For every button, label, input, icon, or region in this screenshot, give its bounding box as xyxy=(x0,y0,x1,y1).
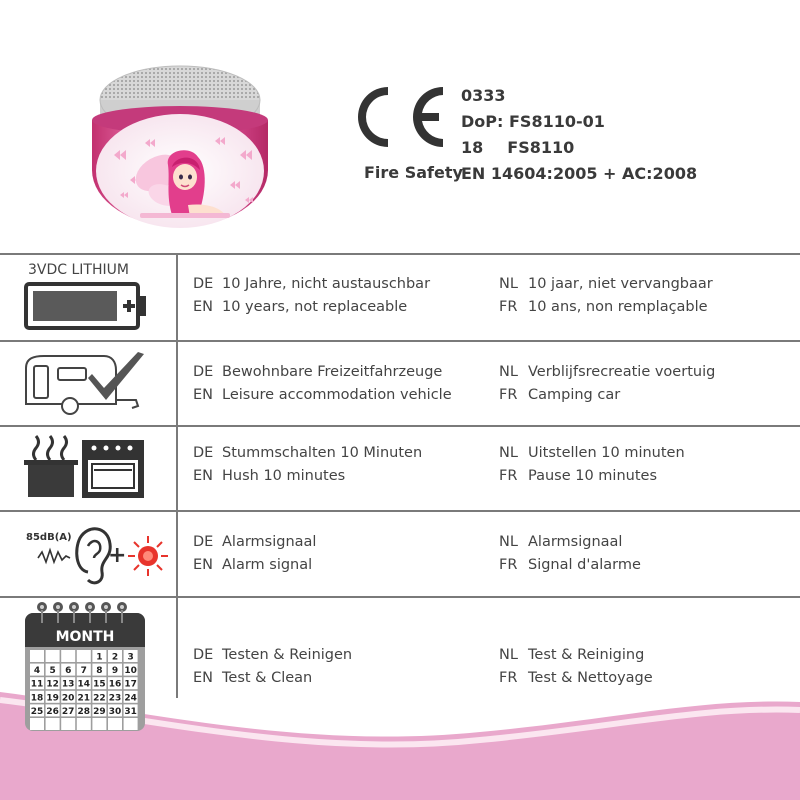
lang-code: FR xyxy=(499,468,518,484)
lang-code: NL xyxy=(499,647,518,663)
lang-code: FR xyxy=(499,670,518,686)
calendar-day: 31 xyxy=(124,706,137,717)
divider xyxy=(0,340,800,342)
calendar-day: 23 xyxy=(108,693,122,704)
calendar-day: 28 xyxy=(77,706,91,717)
calendar-day: 20 xyxy=(61,693,75,704)
calendar-day: 12 xyxy=(46,679,59,690)
battery-icon xyxy=(24,282,148,330)
row-hush-fr xyxy=(499,468,657,484)
test-text-fr: Test & Nettoyage xyxy=(528,670,653,686)
lang-code: NL xyxy=(499,276,518,292)
calendar-day: 24 xyxy=(124,693,137,704)
calendar-cell xyxy=(46,718,60,730)
calendar-day: 6 xyxy=(65,666,72,677)
vehicle-text-en: Leisure accommodation vehicle xyxy=(222,387,452,403)
lang-code: DE xyxy=(193,534,214,550)
calendar-cell xyxy=(61,650,75,662)
alarm-text-nl: Alarmsignaal xyxy=(528,534,623,550)
calendar-day: 17 xyxy=(124,679,137,690)
hush-text-nl: Uitstellen 10 minuten xyxy=(528,445,685,461)
dop-value: FS8110-01 xyxy=(508,112,605,131)
row-test-nl xyxy=(499,647,644,663)
smoke-detector-image xyxy=(80,55,280,240)
calendar-day: 11 xyxy=(30,679,44,690)
row-vehicle-en xyxy=(193,387,452,403)
lang-code: NL xyxy=(499,534,518,550)
row-vehicle-de xyxy=(193,364,442,380)
vehicle-text-de: Bewohnbare Freizeitfahrzeuge xyxy=(222,364,443,380)
calendar-cell xyxy=(124,718,138,730)
calendar-month-label: MONTH xyxy=(55,629,115,645)
cooking-icon xyxy=(22,432,148,500)
caravan-check-icon xyxy=(20,348,150,420)
calendar-cell xyxy=(92,718,106,730)
calendar-day: 19 xyxy=(46,693,59,704)
divider xyxy=(0,510,800,512)
row-test-en xyxy=(193,670,312,686)
lang-code: FR xyxy=(499,387,518,403)
calendar-icon xyxy=(24,601,146,733)
divider xyxy=(0,596,800,598)
standard-line: EN 14604:2005 + AC:2008 xyxy=(461,164,698,183)
calendar-day: 25 xyxy=(30,706,44,717)
dop-label: DoP: xyxy=(461,112,504,131)
test-text-de: Testen & Reinigen xyxy=(222,647,353,663)
lang-code: EN xyxy=(193,299,214,315)
hush-text-fr: Pause 10 minutes xyxy=(528,468,658,484)
battery-label: 3VDC LITHIUM xyxy=(28,262,129,278)
lang-code: EN xyxy=(193,557,214,573)
vehicle-text-fr: Camping car xyxy=(528,387,621,403)
dop-line xyxy=(461,112,605,131)
calendar-cell xyxy=(30,718,44,730)
calendar-day: 9 xyxy=(111,666,119,677)
battery-text-de: 10 Jahre, nicht austauschbar xyxy=(222,276,431,292)
calendar-day: 27 xyxy=(61,706,75,717)
calendar-cell xyxy=(61,718,75,730)
lang-code: NL xyxy=(499,445,518,461)
divider xyxy=(0,253,800,255)
calendar-day: 13 xyxy=(61,679,75,690)
row-vehicle-fr xyxy=(499,387,620,403)
svg-text:+: + xyxy=(108,543,127,568)
row-hush-en xyxy=(193,468,345,484)
lang-code: DE xyxy=(193,364,214,380)
calendar-cell xyxy=(77,650,91,662)
calendar-day: 26 xyxy=(46,706,59,717)
calendar-day: 21 xyxy=(77,693,91,704)
brand-name: Fire Safety xyxy=(364,163,463,182)
row-battery-de xyxy=(193,276,430,292)
calendar-day: 3 xyxy=(127,652,134,663)
vehicle-text-nl: Verblijfsrecreatie voertuig xyxy=(528,364,716,380)
lang-code: DE xyxy=(193,276,214,292)
row-hush-nl xyxy=(499,445,685,461)
year-value: 18 xyxy=(461,138,484,157)
row-test-fr xyxy=(499,670,653,686)
calendar-cell xyxy=(30,650,44,662)
row-battery-fr xyxy=(499,299,708,315)
calendar-day: 16 xyxy=(108,679,122,690)
calendar-day: 2 xyxy=(111,652,119,663)
calendar-cell xyxy=(46,650,60,662)
alarm-text-de: Alarmsignaal xyxy=(222,534,317,550)
ce-mark-icon xyxy=(355,84,451,150)
row-battery-en xyxy=(193,299,407,315)
calendar-day: 30 xyxy=(108,706,122,717)
row-test-de xyxy=(193,647,352,663)
battery-text-nl: 10 jaar, niet vervangbaar xyxy=(528,276,713,292)
row-alarm-fr xyxy=(499,557,641,573)
lang-code: DE xyxy=(193,445,214,461)
model-value: FS8110 xyxy=(507,138,575,157)
row-alarm-en xyxy=(193,557,312,573)
calendar-day: 10 xyxy=(124,666,137,677)
lang-code: NL xyxy=(499,364,518,380)
calendar-day: 5 xyxy=(49,666,56,677)
lang-code: DE xyxy=(193,647,214,663)
row-vehicle-nl xyxy=(499,364,715,380)
decibel-label: 85dB(A) xyxy=(26,532,72,543)
hush-text-en: Hush 10 minutes xyxy=(222,468,346,484)
lang-code: FR xyxy=(499,557,518,573)
divider xyxy=(0,425,800,427)
battery-text-fr: 10 ans, non remplaçable xyxy=(528,299,708,315)
lang-code: FR xyxy=(499,299,518,315)
column-divider xyxy=(176,253,178,698)
test-text-nl: Test & Reiniging xyxy=(528,647,645,663)
calendar-day: 29 xyxy=(93,706,106,717)
alarm-text-fr: Signal d'alarme xyxy=(528,557,641,573)
calendar-day: 22 xyxy=(93,693,106,704)
hush-text-de: Stummschalten 10 Minuten xyxy=(222,445,423,461)
calendar-day: 4 xyxy=(33,666,41,677)
calendar-cell xyxy=(108,718,122,730)
alarm-text-en: Alarm signal xyxy=(222,557,313,573)
calendar-day: 14 xyxy=(77,679,91,690)
notified-body-number: 0333 xyxy=(461,86,506,105)
calendar-day: 7 xyxy=(80,666,87,677)
lang-code: EN xyxy=(193,387,214,403)
battery-text-en: 10 years, not replaceable xyxy=(222,299,408,315)
calendar-day: 15 xyxy=(93,679,106,690)
calendar-day: 18 xyxy=(30,693,44,704)
lang-code: EN xyxy=(193,468,214,484)
calendar-cell xyxy=(77,718,91,730)
calendar-day: 1 xyxy=(96,652,103,663)
row-alarm-de xyxy=(193,534,316,550)
row-hush-de xyxy=(193,445,422,461)
alarm-signal-icon xyxy=(36,524,172,588)
lang-code: EN xyxy=(193,670,214,686)
test-text-en: Test & Clean xyxy=(222,670,313,686)
calendar-day: 8 xyxy=(96,666,103,677)
row-alarm-nl xyxy=(499,534,622,550)
row-battery-nl xyxy=(499,276,713,292)
year-model-line xyxy=(461,138,574,157)
